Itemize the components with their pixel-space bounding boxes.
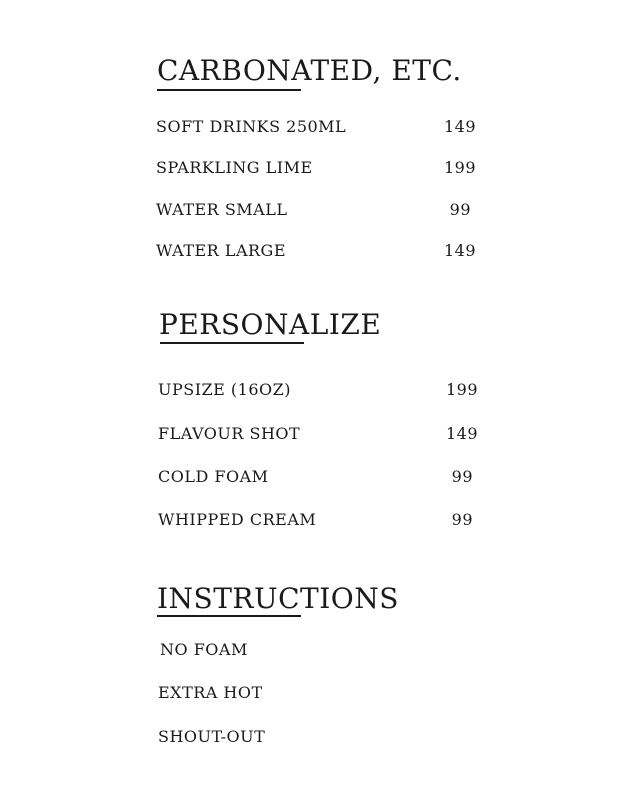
section-title-instructions: INSTRUCTIONS	[157, 582, 399, 615]
section-underline	[157, 615, 301, 617]
menu-item-name: SPARKLING LIME	[156, 158, 313, 177]
instruction-item: NO FOAM	[160, 640, 248, 659]
menu-item-price: 99	[451, 510, 473, 529]
section-underline	[160, 342, 304, 344]
menu-item-name: WATER SMALL	[156, 200, 288, 219]
menu-item-price: 199	[443, 158, 476, 177]
menu-item-price: 149	[445, 424, 478, 443]
section-title-carbonated: CARBONATED, ETC.	[157, 54, 462, 87]
instruction-item: EXTRA HOT	[158, 683, 263, 702]
menu-item-price: 149	[443, 117, 476, 136]
menu-item-name: WATER LARGE	[156, 241, 286, 260]
menu-item-price: 199	[445, 380, 478, 399]
section-title-personalize: PERSONALIZE	[159, 308, 382, 341]
section-underline	[157, 89, 301, 91]
menu-item-price: 99	[449, 200, 471, 219]
menu-item-price: 99	[451, 467, 473, 486]
menu-item-price: 149	[443, 241, 476, 260]
menu-item-name: FLAVOUR SHOT	[158, 424, 301, 443]
menu-item-name: WHIPPED CREAM	[158, 510, 317, 529]
menu-item-name: COLD FOAM	[158, 467, 269, 486]
menu-item-name: UPSIZE (16OZ)	[158, 380, 291, 399]
menu-item-name: SOFT DRINKS 250ML	[156, 117, 347, 136]
instruction-item: SHOUT-OUT	[158, 727, 266, 746]
